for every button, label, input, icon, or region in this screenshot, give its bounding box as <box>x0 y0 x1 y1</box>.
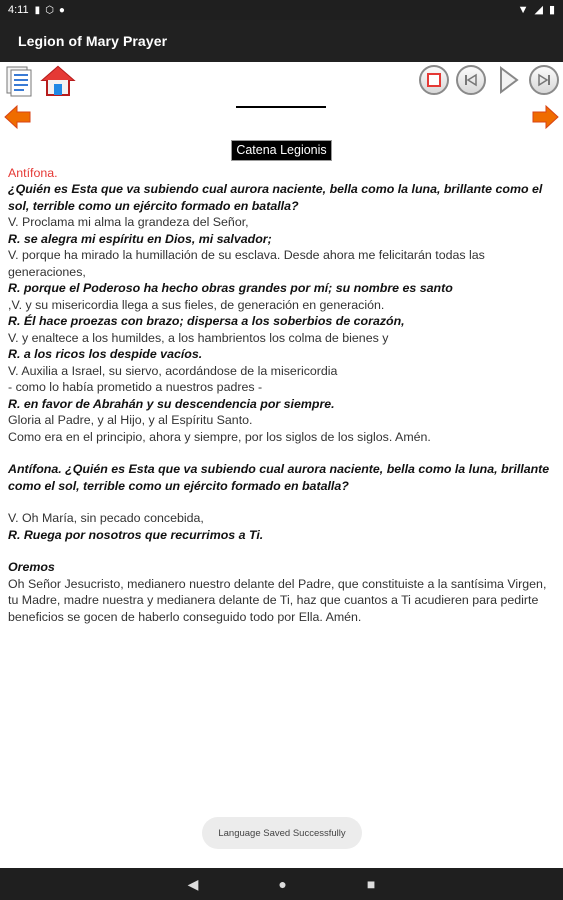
prayer-line: Como era en el principio, ahora y siempre, por los siglos de los siglos. Amén. <box>8 429 431 444</box>
prayer-line: V. porque ha mirado la humillación de su esclava. Desde ahora me felicitarán todas las generaciones, <box>8 248 485 279</box>
back-icon[interactable]: ◀ <box>187 875 199 892</box>
prayer-line: ,V. y su misericordia llega a sus fieles, de generación en generación. <box>8 297 385 312</box>
prayer-line: Gloria al Padre, y al Hijo, y al Espíritu Santo. <box>8 413 253 427</box>
play-icon[interactable] <box>495 65 521 95</box>
signal-icon: ◢ <box>534 4 543 16</box>
prayer-line: V. y enaltece a los humildes, a los hambrientos los colma de bienes y <box>8 330 389 345</box>
toolbar <box>0 62 563 140</box>
prayer-line: Oh Señor Jesucristo, medianero nuestro delante del Padre, que constituiste a la santísima Virgen, tu Madre, madre nuestra y medianera delante de Ti, haz que cuantos a Ti acudieren para pedirte beneficios se gocen de haberlo conseguido todo por Ella. Amén. <box>8 576 547 624</box>
prayer-line: R. a los ricos los despide vacíos. <box>8 347 203 361</box>
stop-icon[interactable] <box>419 65 449 95</box>
arrow-left-icon[interactable] <box>2 102 32 132</box>
prayer-heading: Catena Legionis <box>231 140 331 161</box>
prayer-content <box>8 140 555 625</box>
status-bar <box>0 0 563 20</box>
prayer-line: V. Proclama mi alma la grandeza del Señor, <box>8 215 249 229</box>
prayer-line: R. se alegra mi espíritu en Dios, mi salvador; <box>8 231 272 246</box>
recents-icon[interactable]: ■ <box>366 876 376 892</box>
prayer-line: R. porque el Poderoso ha hecho obras grandes por mí; su nombre es santo <box>8 281 453 295</box>
prayer-line: V. Auxilia a Israel, su siervo, acordándose de la misericordia <box>8 363 338 378</box>
home-icon[interactable] <box>40 64 76 98</box>
prayer-line: Antífona. ¿Quién es Esta que va subiendo cual aurora naciente, bella como la luna, brillante como el sol, terrible como un ejército formado en batalla? <box>8 462 550 493</box>
home-circle-icon[interactable]: ● <box>278 876 287 892</box>
signal-status-icon: ⬡ <box>45 4 54 16</box>
app-title: Legion of Mary Prayer <box>18 33 168 49</box>
arrow-right-icon[interactable] <box>531 102 561 132</box>
antifona-label: Antífona. <box>8 165 58 180</box>
toast-message: Language Saved Successfully <box>202 817 362 849</box>
app-bar <box>0 20 563 62</box>
sim-icon: ▮ <box>34 4 41 16</box>
prayer-line: R. en favor de Abrahán y su descendencia por siempre. <box>8 396 335 411</box>
prayer-line: - como lo había prometido a nuestros padres - <box>8 380 263 394</box>
app-notification-icon: ● <box>58 4 65 16</box>
wifi-icon: ▼ <box>517 3 529 16</box>
prayer-line: R. Ruega por nosotros que recurrimos a Ti. <box>8 527 264 542</box>
prayer-line: ¿Quién es Esta que va subiendo cual aurora naciente, bella como la luna, brillante como el sol, terrible como un ejército formado en batalla? <box>8 182 543 213</box>
status-time: 4:11 <box>8 4 29 16</box>
previous-track-icon[interactable] <box>456 65 486 95</box>
document-list-icon[interactable] <box>4 64 38 98</box>
next-track-icon[interactable] <box>529 65 559 95</box>
battery-icon: ▮ <box>548 4 555 16</box>
prayer-line: R. Él hace proezas con brazo; dispersa a los soberbios de corazón, <box>8 314 405 328</box>
oremos-heading: Oremos <box>8 560 55 574</box>
title-divider <box>236 106 326 108</box>
navigation-bar <box>0 868 563 900</box>
prayer-line: V. Oh María, sin pecado concebida, <box>8 511 204 525</box>
